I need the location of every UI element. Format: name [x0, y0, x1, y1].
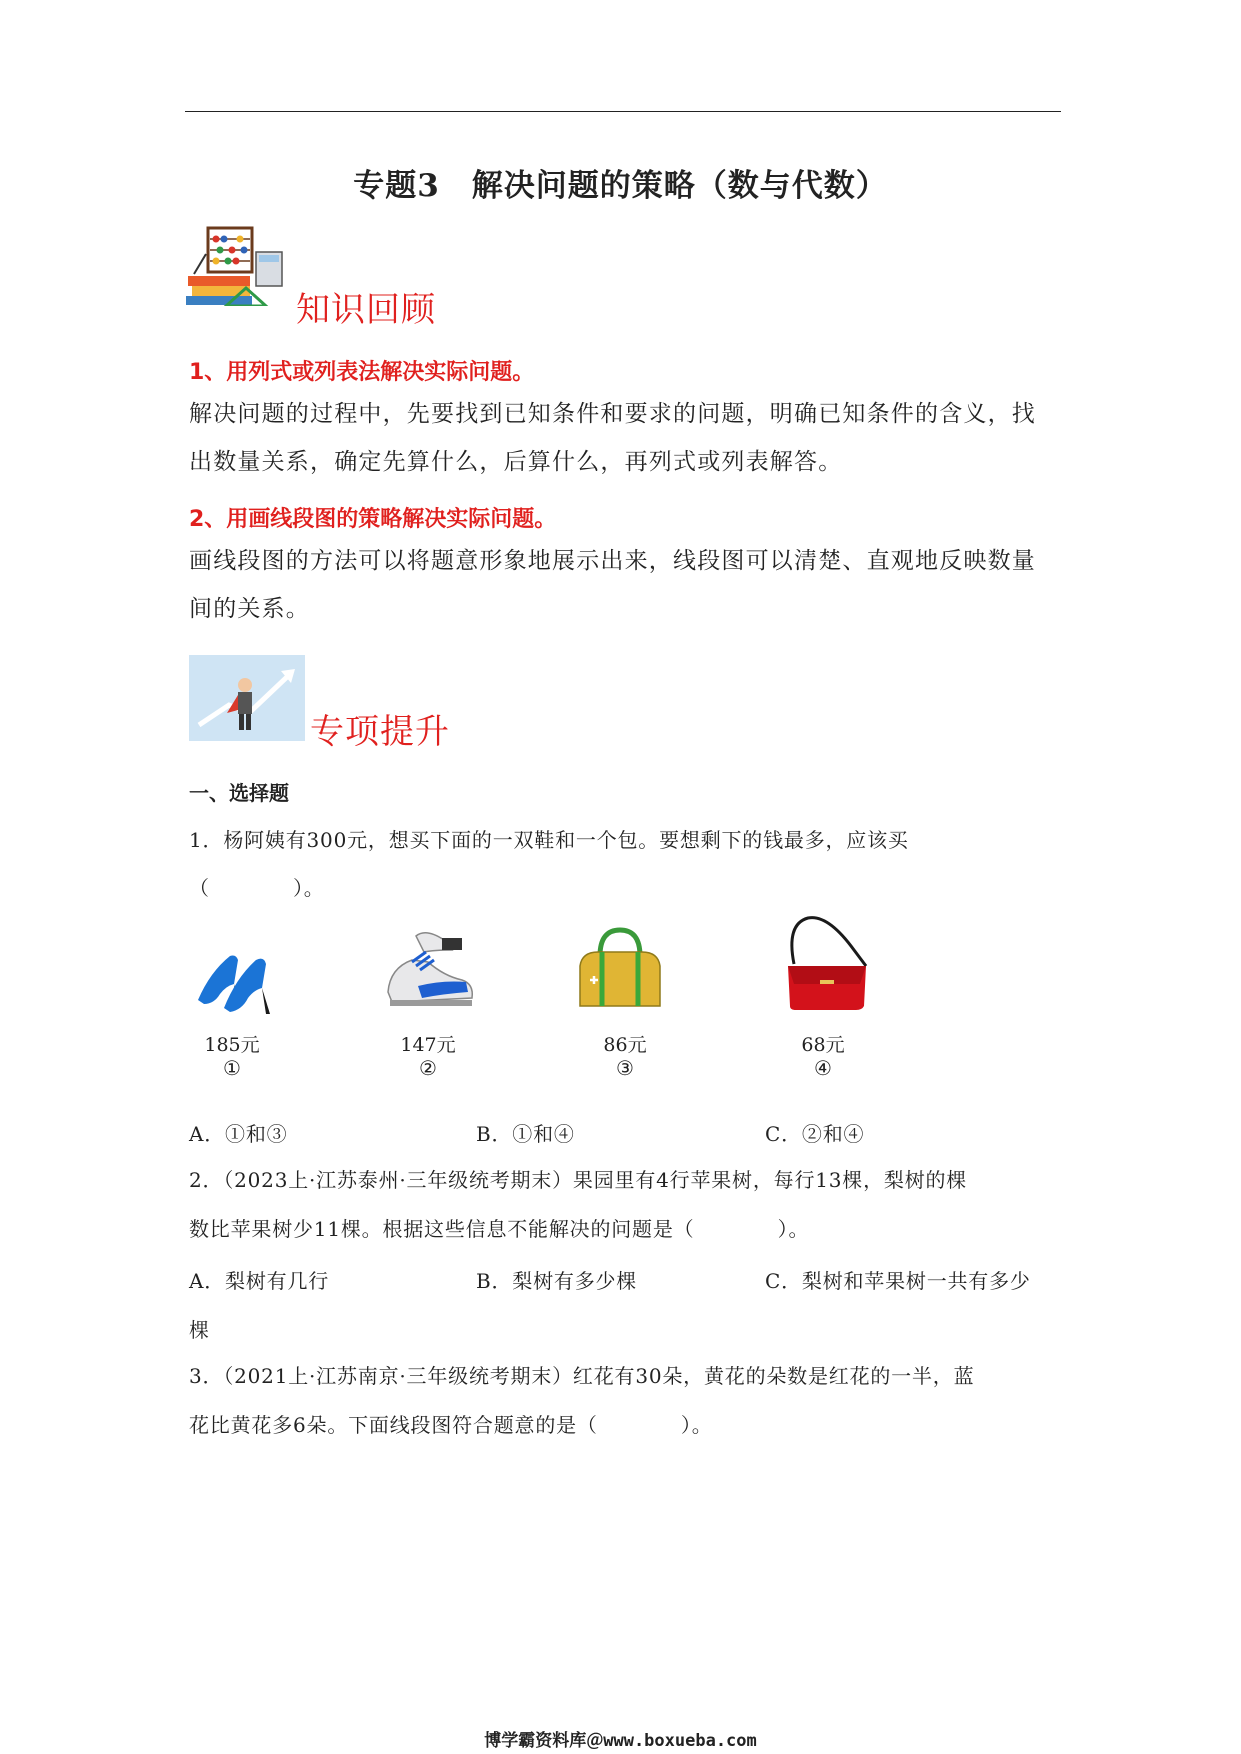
practice-heading: 专项提升 [310, 712, 450, 752]
red-handbag-icon [780, 910, 874, 1014]
high-heel-shoes-icon [190, 938, 282, 1018]
q2-option-b[interactable]: B．梨树有多少棵 [476, 1269, 638, 1293]
item-1-label [172, 1030, 292, 1079]
q2-option-a[interactable]: A．梨树有几行 [189, 1269, 330, 1293]
item-2-number: ② [419, 1056, 437, 1080]
point2-line2: 间的关系。 [189, 596, 310, 622]
item-1-price: 185元 [204, 1034, 260, 1056]
q3-line2: 花比黄花多6朵。下面线段图符合题意的是（ ）。 [189, 1413, 713, 1437]
q2-option-c[interactable]: C．梨树和苹果树一共有多少 [765, 1269, 1031, 1293]
item-4-price: 68元 [801, 1034, 845, 1056]
point1-line1: 解决问题的过程中，先要找到已知条件和要求的问题，明确已知条件的含义，找 [189, 401, 1036, 427]
q2-line2: 数比苹果树少11棵。根据这些信息不能解决的问题是（ ）。 [189, 1217, 810, 1241]
q2-line1: 2．（2023上·江苏泰州·三年级统考期末）果园里有4行苹果树，每行13棵，梨树的棵 [189, 1168, 968, 1192]
q1-line1: 1．杨阿姨有300元，想买下面的一双鞋和一个包。要想剩下的钱最多，应该买 [189, 828, 909, 852]
q2-option-c-wrap: 棵 [189, 1318, 210, 1342]
item-2-label [368, 1030, 488, 1079]
item-3-price: 86元 [603, 1034, 647, 1056]
page-footer: 博学霸资料库＠www.boxueba.com [484, 1731, 757, 1751]
point1-line2: 出数量关系，确定先算什么，后算什么，再列式或列表解答。 [189, 449, 843, 475]
q1-option-a[interactable]: A．①和③ [189, 1122, 288, 1146]
section-title: 一、选择题 [189, 781, 289, 805]
q1-option-b[interactable]: B．①和④ [476, 1122, 575, 1146]
item-4-label [763, 1030, 883, 1079]
item-4-number: ④ [814, 1056, 832, 1080]
item-3-label [565, 1030, 685, 1079]
point2-title: 2、用画线段图的策略解决实际问题。 [189, 507, 557, 532]
abacus-books-icon [186, 224, 286, 306]
superhero-growth-illustration [189, 655, 305, 741]
page-title: 专题3 解决问题的策略（数与代数） [353, 168, 888, 204]
item-2-price: 147元 [400, 1034, 456, 1056]
duffel-bag-icon [572, 922, 668, 1016]
sneakers-icon [382, 922, 480, 1020]
point1-title: 1、用列式或列表法解决实际问题。 [189, 360, 535, 385]
item-3-number: ③ [616, 1056, 634, 1080]
knowledge-review-heading: 知识回顾 [296, 290, 436, 330]
q1-line2: （ ）。 [189, 876, 325, 900]
header-rule [185, 111, 1061, 112]
q3-line1: 3．（2021上·江苏南京·三年级统考期末）红花有30朵，黄花的朵数是红花的一半，蓝 [189, 1364, 975, 1388]
item-1-number: ① [223, 1056, 241, 1080]
q1-option-c[interactable]: C．②和④ [765, 1122, 865, 1146]
point2-line1: 画线段图的方法可以将题意形象地展示出来，线段图可以清楚、直观地反映数量 [189, 548, 1036, 574]
